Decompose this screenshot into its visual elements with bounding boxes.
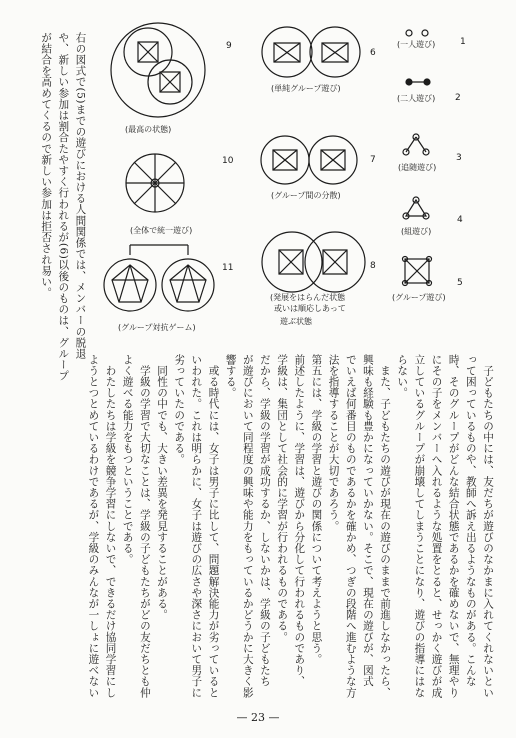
body-line: 子どもたちの中には、友だちが遊びのなかまに入れてくれないとい [482, 354, 494, 699]
diagram-label-6: (単純グループ遊び) [271, 84, 341, 93]
body-line: 学級の学習で大切なことは、学級の子どもたちがどの友だちとも仲 [138, 354, 151, 699]
diagram-label-5: (グループ遊び) [392, 293, 446, 302]
body-line: 前述したように、学習は、遊びから分化して行われるものであり、 [293, 354, 306, 687]
body-line: 第五には、学級の学習と遊びの関係について考えようと思う。 [310, 354, 323, 665]
body-line: だから、学級の学習が成功するか、しないかは、学級の子どもたち [258, 354, 271, 687]
body-line: 立しているグループが崩壊してしまうことになり、遊びの指導にはな [413, 354, 426, 699]
diagram-num-8: 8 [370, 261, 376, 271]
body-line: 同性の中でも、大きい差異を発見することがある。 [156, 354, 169, 621]
body-line: わたしたちは学級を競争学習にしないで、できるだけ協同学習にし [104, 354, 117, 699]
diagram-label-3: (追随遊び) [398, 163, 437, 172]
diagram-label-8-line1: (発展をはらんだ状態 [270, 293, 346, 302]
body-line: 響する。 [224, 354, 237, 399]
diagram-9-best-state [111, 23, 205, 117]
diagram-num-3: 3 [456, 153, 462, 163]
diagram-num-2: 2 [455, 93, 461, 103]
diagram-num-10: 10 [222, 156, 234, 166]
body-line: らない。 [396, 354, 409, 399]
diagram-label-8-line2: 或いは順応しあって [274, 304, 346, 313]
diagram-label-4: (組遊び) [401, 227, 432, 236]
diagram-4-triangle [403, 197, 429, 219]
body-line: にその子をメンバーへ入れるような処置をとると、せっかく遊びが成 [430, 354, 443, 699]
body-line: 劣っていたのである。 [173, 354, 186, 465]
diagram-label-10: (全体で統一遊び) [130, 226, 193, 235]
body-line: 時、そのグループがどんな結合状態であるかを確めないで、無理やり [447, 354, 460, 699]
diagram-num-6: 6 [370, 48, 376, 58]
body-line: 法を指導することが大切であろう。 [327, 354, 340, 532]
body-line: ようとつとめているわけであるが、学級のみんなが一しょに遊べない [87, 354, 100, 699]
body-text [84, 354, 496, 699]
body-line: いわれた。これは明らかに、女子は遊びの広さや深さにおいて男子に [190, 354, 203, 699]
body-line: でいえば何番目のものであるかを確かめ、つぎの段階へ進むような方 [344, 354, 357, 699]
body-line: って困っているものや、教師へ訴え出るようなものがある。こんな [464, 354, 477, 687]
diagram-num-9: 9 [226, 41, 232, 51]
diagram-label-9: (最高の状態) [125, 125, 172, 134]
diagram-num-11: 11 [222, 263, 234, 273]
diagram-5-square [403, 257, 432, 286]
caption-line: 右の図式で(5)までの遊びにおける人間関係では、メンバーの脱退 [74, 32, 87, 360]
body-line: 或る時代には、女子は男子に比して、問題解決能力が劣っていると [207, 354, 220, 699]
diagram-caption-text [37, 32, 88, 382]
body-line: 学級は、集団として社会的に学習が行われるものである。 [276, 354, 289, 643]
body-line: よく遊べる能力をもつということである。 [121, 354, 134, 565]
caption-line: が結合を高めてくるので新しい参加は拒否され易い。 [40, 32, 53, 299]
diagram-3-follow [403, 134, 429, 155]
diagram-label-1: (一人遊び) [397, 40, 436, 49]
caption-line: や、新しい参加は割合たやすく行われるが(6)以後のものは、グループ [57, 32, 70, 382]
diagram-2-pair [406, 79, 430, 85]
body-line: また、子どもたちの遊びが現在の遊びのままで前進しなかったら、 [379, 354, 392, 699]
diagram-label-2: (二人遊び) [397, 94, 436, 103]
diagram-label-11: (グループ対抗ゲーム) [118, 323, 196, 332]
page-number: — 23 — [236, 711, 280, 724]
diagram-1-two-dots [406, 30, 428, 36]
diagram-6-separate-groups [262, 27, 360, 77]
diagram-num-7: 7 [370, 155, 376, 165]
diagram-11-competing-groups [104, 245, 214, 311]
diagram-8-overlapping-groups [262, 232, 365, 292]
diagram-7-adjacent-groups [261, 136, 357, 184]
diagram-label-7: (グループ間の分散) [271, 191, 341, 200]
diagram-num-4: 4 [457, 215, 463, 225]
body-line: が遊びにおいて同程度の興味や能力をもっているかどうかに大きく影 [241, 354, 254, 699]
diagram-num-1: 1 [460, 37, 466, 47]
body-line: 興味も経験も豊かになっていかない。そこで、現在の遊びが、図式 [361, 354, 374, 687]
diagram-num-5: 5 [457, 278, 463, 288]
diagram-10-wheel [126, 154, 184, 212]
diagram-label-8-line3: 遊ぶ状態 [280, 317, 312, 326]
